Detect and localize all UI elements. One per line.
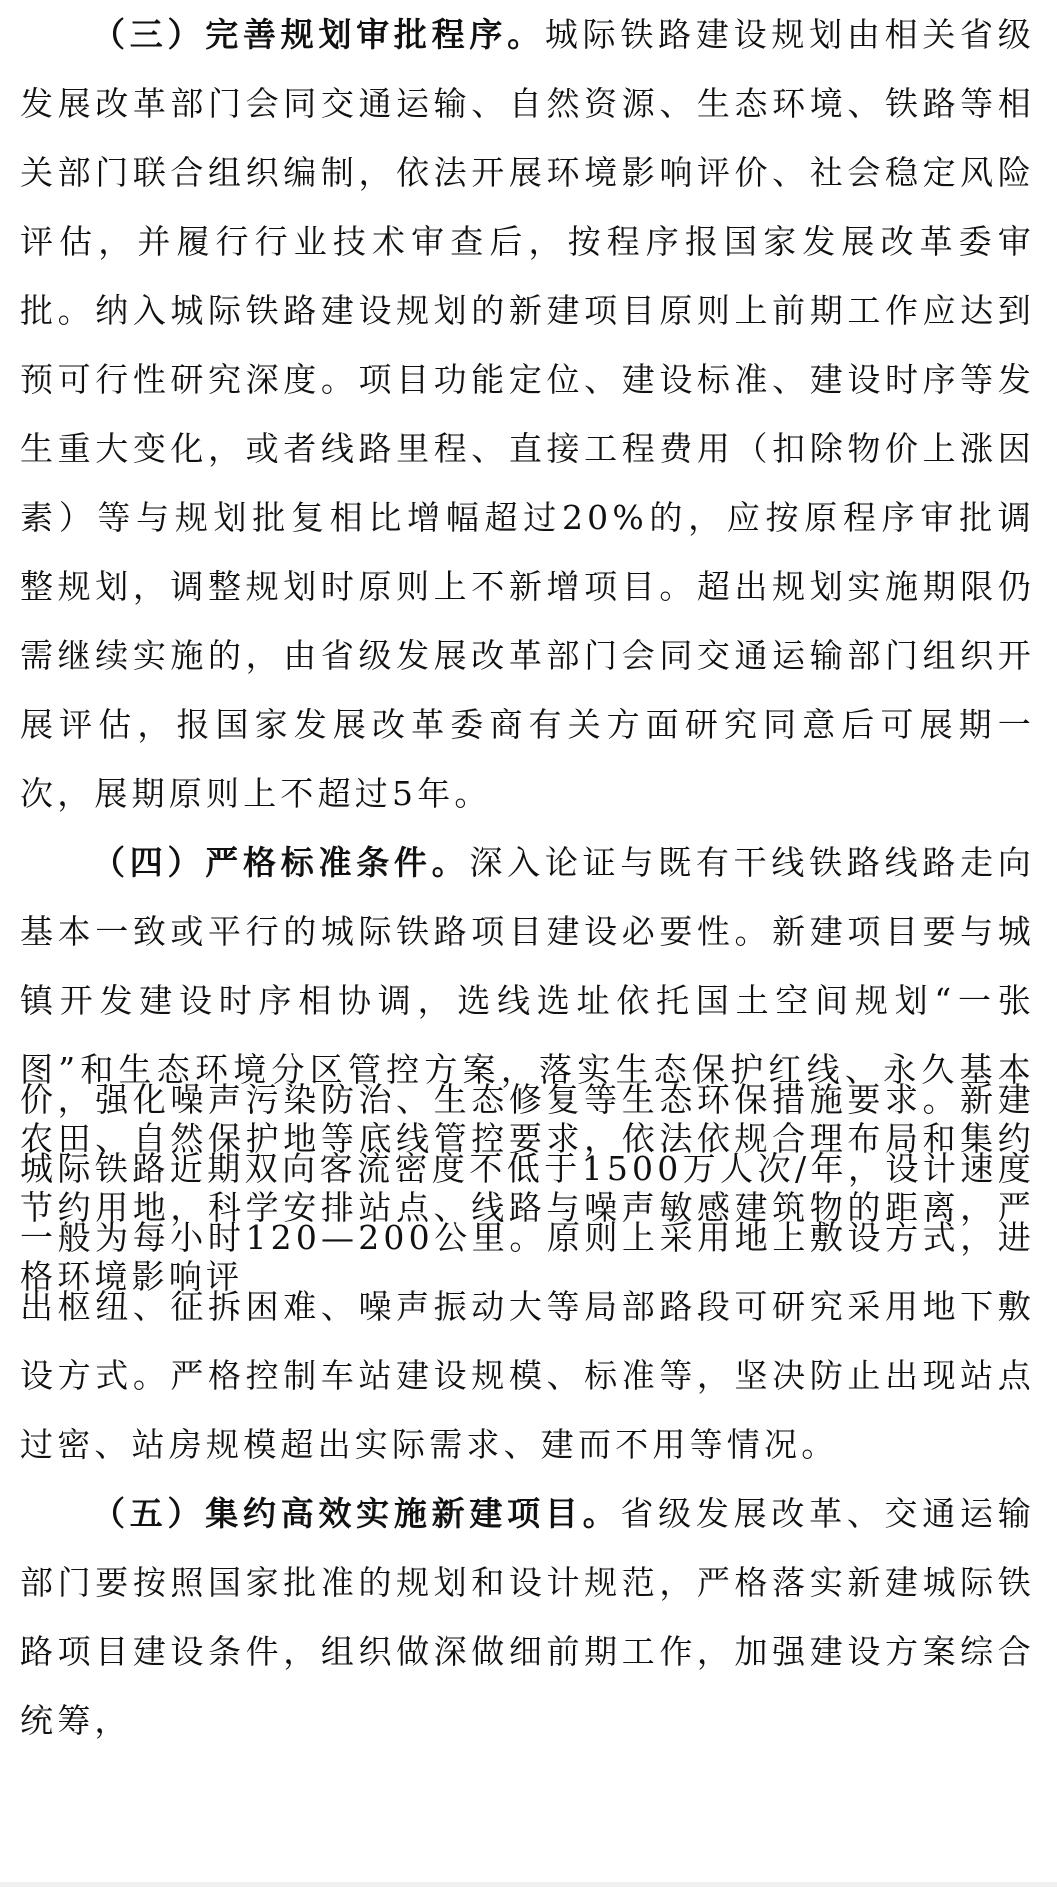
document-lower-section	[20, 1065, 1035, 1755]
page-bottom-edge	[0, 1882, 1057, 1887]
paragraph-3	[20, 0, 1035, 828]
paragraph-5	[20, 1479, 1035, 1755]
paragraph-4-body: 深入论证与既有干线铁路线路走向基本一致或平行的城际铁路项目建设必要性。新建项目要与城镇开发建设时序相协调，选线选址依托国土空间规划“一张图”和生态环境分区管控方案，落实生态保护红线、永久基本农田、自然保护地等底线管控要求，依法依规合理布局和集约节约用地，科学安排站点、线路与噪声敏感建筑物的距离，严格环境影响评	[20, 843, 1036, 1296]
paragraph-3-heading: （三）完善规划审批程序。	[92, 15, 545, 54]
paragraph-5-heading: （五）集约高效实施新建项目。	[92, 1494, 621, 1533]
paragraph-5-body: 省级发展改革、交通运输部门要按照国家批准的规划和设计规范，严格落实新建城际铁路项目建设条件，组织做深做细前期工作，加强建设方案综合统筹，	[20, 1494, 1035, 1740]
paragraph-3-body: 城际铁路建设规划由相关省级发展改革部门会同交通运输、自然资源、生态环境、铁路等相关部门联合组织编制，依法开展环境影响评价、社会稳定风险评估，并履行行业技术审查后，按程序报国家发展改革委审批。纳入城际铁路建设规划的新建项目原则上前期工作应达到预可行性研究深度。项目功能定位、建设标准、建设时序等发生重大变化，或者线路里程、直接工程费用（扣除物价上涨因素）等与规划批复相比增幅超过20%的，应按原程序审批调整规划，调整规划时原则上不新增项目。超出规划实施期限仍需继续实施的，由省级发展改革部门会同交通运输部门组织开展评估，报国家发展改革委商有关方面研究同意后可展期一次，展期原则上不超过5年。	[20, 15, 1035, 813]
paragraph-4-continuation: 价，强化噪声污染防治、生态修复等生态环保措施要求。新建城际铁路近期双向客流密度不低于1500万人次/年，设计速度一般为每小时120—200公里。原则上采用地上敷设方式，进出枢纽、征拆困难、噪声振动大等局部路段可研究采用地下敷设方式。严格控制车站建设规模、标准等，坚决防止出现站点过密、站房规模超出实际需求、建而不用等情况。	[20, 1080, 1035, 1464]
paragraph-4-heading: （四）严格标准条件。	[92, 843, 470, 882]
